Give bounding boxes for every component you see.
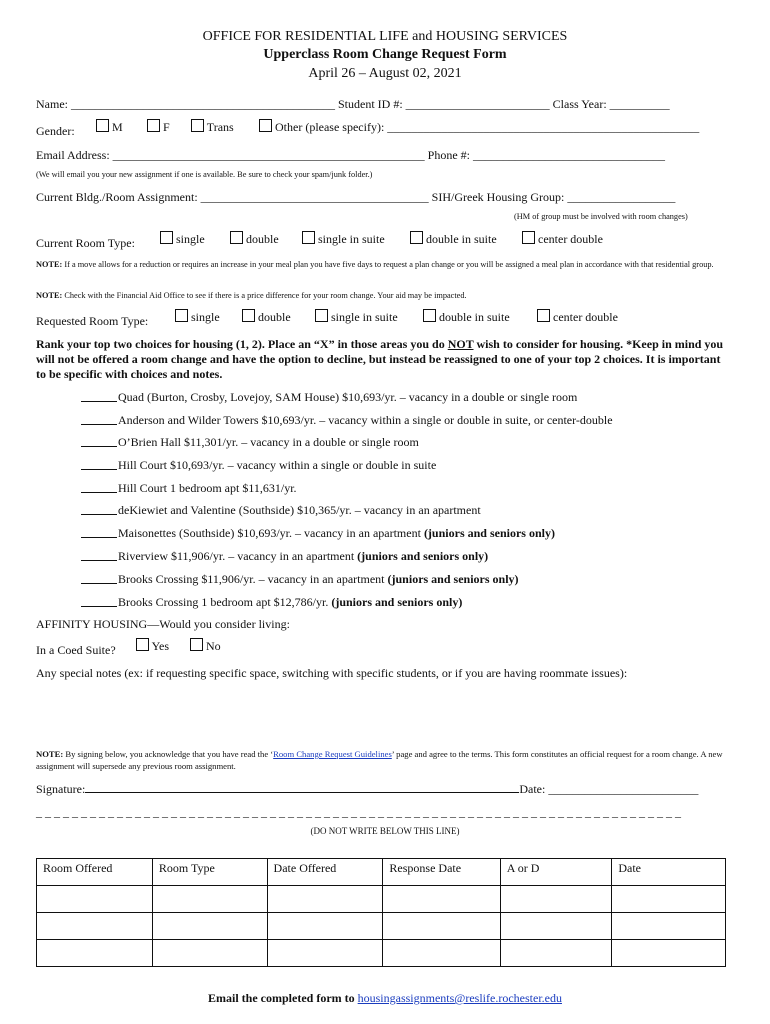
rank-option[interactable] <box>81 572 519 587</box>
coed-no-option[interactable] <box>190 638 221 654</box>
rank-option-restriction: (juniors and seniors only) <box>387 572 519 586</box>
coed-no-label: No <box>206 639 221 653</box>
table-cell[interactable] <box>37 913 153 940</box>
rank-option-text: Brooks Crossing 1 bedroom apt $12,786/yr. <box>118 595 332 609</box>
requested-double-suite-checkbox[interactable] <box>423 309 436 322</box>
rank-option-restriction: (juniors and seniors only) <box>357 549 489 563</box>
rank-blank[interactable] <box>81 390 117 402</box>
table-cell[interactable] <box>267 886 383 913</box>
current-double-option[interactable] <box>230 231 279 247</box>
current-center-double-checkbox[interactable] <box>522 231 535 244</box>
meal-note-text: If a move allows for a reduction or requires an increase in your meal plan you have five days to request a plan change or you will be assigned a meal plan in accordance with that residential group. <box>62 260 714 269</box>
coed-no-checkbox[interactable] <box>190 638 203 651</box>
table-cell[interactable] <box>267 913 383 940</box>
requested-double-suite-option[interactable] <box>423 309 510 325</box>
meal-note-bold: NOTE: <box>36 260 63 269</box>
rank-blank[interactable] <box>81 458 117 470</box>
table-cell[interactable] <box>612 940 726 967</box>
requested-double-option[interactable] <box>242 309 291 325</box>
gender-trans-label: Trans <box>206 120 234 134</box>
rank-option[interactable] <box>81 435 419 450</box>
requested-single-suite-option[interactable] <box>315 309 398 325</box>
form-title: Upperclass Room Change Request Form <box>263 47 507 62</box>
table-cell[interactable] <box>383 886 500 913</box>
current-single-suite-checkbox[interactable] <box>302 231 315 244</box>
rank-option[interactable] <box>81 595 462 610</box>
current-single-suite-option[interactable] <box>302 231 385 247</box>
ranking-instructions <box>36 337 726 382</box>
rank-blank[interactable] <box>81 549 117 561</box>
financial-aid-note <box>36 291 467 300</box>
cut-divider: _ _ _ _ _ _ _ _ _ _ _ _ _ _ _ _ _ _ _ _ _ _ _ _ _ _ _ _ _ _ _ _ _ _ _ _ _ _ _ _ _ _ _ _ _ _ _ _ _ _ _ _ _ _ _ _ _ _ _ _ _ _ _ _ _ _ _ _ _ _ _ _ <box>36 805 681 819</box>
current-double-suite-option[interactable] <box>410 231 497 247</box>
current-double-label: double <box>246 232 279 246</box>
aid-note-bold: NOTE: <box>36 291 63 300</box>
sign-note-pre: By signing below, you acknowledge that you have read the ‘ <box>63 749 274 759</box>
requested-room-type-label: Requested Room Type: <box>36 314 149 328</box>
rank-blank[interactable] <box>81 572 117 584</box>
table-cell[interactable] <box>612 913 726 940</box>
gender-other-checkbox[interactable] <box>259 119 272 132</box>
table-cell[interactable] <box>500 940 612 967</box>
table-row <box>37 886 726 913</box>
current-single-checkbox[interactable] <box>160 231 173 244</box>
col-response-date: Response Date <box>383 859 500 886</box>
requested-double-checkbox[interactable] <box>242 309 255 322</box>
meal-plan-note <box>36 259 728 271</box>
rank-blank[interactable] <box>81 413 117 425</box>
current-double-suite-label: double in suite <box>426 232 497 246</box>
rank-option-text: Hill Court 1 bedroom apt $11,631/yr. <box>118 481 297 495</box>
col-room-offered: Room Offered <box>37 859 153 886</box>
aid-note-text: Check with the Financial Aid Office to see if there is a price difference for your room change. Your aid may be impacted. <box>62 291 467 300</box>
table-cell[interactable] <box>500 886 612 913</box>
rank-option-text: Quad (Burton, Crosby, Lovejoy, SAM House) $10,693/yr. – vacancy in a double or single room <box>118 390 578 404</box>
rank-option[interactable] <box>81 413 613 428</box>
requested-single-option[interactable] <box>175 309 220 325</box>
requested-double-suite-label: double in suite <box>439 310 510 324</box>
signature-line[interactable] <box>36 781 698 797</box>
special-notes-label: Any special notes (ex: if requesting specific space, switching with specific students, or if you are having roommate issues): <box>36 666 628 680</box>
gender-m-checkbox[interactable] <box>96 119 109 132</box>
table-row <box>37 940 726 967</box>
office-use-table <box>36 858 726 967</box>
special-notes-area[interactable] <box>36 685 726 741</box>
rank-blank[interactable] <box>81 595 117 607</box>
gender-trans-checkbox[interactable] <box>191 119 204 132</box>
rank-option-text: O’Brien Hall $11,301/yr. – vacancy in a double or single room <box>118 435 419 449</box>
rank-option-text: Brooks Crossing $11,906/yr. – vacancy in an apartment <box>118 572 388 586</box>
email-phone-line[interactable]: Email Address: ____________________________________________________ Phone #: ________________________________ <box>36 148 665 162</box>
rank-intro-part1: Rank your top two choices for housing (1, 2). Place an “X” in those areas you do <box>36 337 448 351</box>
table-cell[interactable] <box>500 913 612 940</box>
table-header-row <box>37 859 726 886</box>
rank-option[interactable] <box>81 458 436 473</box>
current-double-suite-checkbox[interactable] <box>410 231 423 244</box>
rank-blank[interactable] <box>81 526 117 538</box>
requested-center-double-option[interactable] <box>537 309 618 325</box>
rank-option-text: Hill Court $10,693/yr. – vacancy within a single or double in suite <box>118 458 437 472</box>
gender-other-option[interactable] <box>259 119 699 135</box>
table-cell[interactable] <box>267 940 383 967</box>
current-center-double-label: center double <box>538 232 603 246</box>
table-cell[interactable] <box>612 886 726 913</box>
requested-single-suite-label: single in suite <box>331 310 398 324</box>
current-double-checkbox[interactable] <box>230 231 243 244</box>
rank-option[interactable] <box>81 526 555 541</box>
table-cell[interactable] <box>37 940 153 967</box>
rank-blank[interactable] <box>81 435 117 447</box>
gender-m-label: M <box>112 120 123 134</box>
current-single-suite-label: single in suite <box>318 232 385 246</box>
rank-option-text: Maisonettes (Southside) $10,693/yr. – vacancy in an apartment <box>118 526 424 540</box>
requested-single-label: single <box>191 310 220 324</box>
requested-single-suite-checkbox[interactable] <box>315 309 328 322</box>
requested-center-double-checkbox[interactable] <box>537 309 550 322</box>
requested-single-checkbox[interactable] <box>175 309 188 322</box>
signature-note <box>36 748 726 772</box>
table-cell[interactable] <box>152 886 267 913</box>
rank-option[interactable] <box>81 549 488 564</box>
current-building-line[interactable]: Current Bldg./Room Assignment: ______________________________________ SIH/Greek Housing Group: __________________ <box>36 190 676 204</box>
table-cell[interactable] <box>383 940 500 967</box>
signature-label: Signature: <box>36 782 86 796</box>
name-id-year-line[interactable]: Name: ____________________________________________ Student ID #: ________________________ Class Year: __________ <box>36 97 670 111</box>
current-single-label: single <box>176 232 205 246</box>
date-label[interactable]: Date: _________________________ <box>519 782 699 796</box>
rank-option-text: Riverview $11,906/yr. – vacancy in an apartment <box>118 549 358 563</box>
table-cell[interactable] <box>383 913 500 940</box>
rank-option-text: deKiewiet and Valentine (Southside) $10,365/yr. – vacancy in an apartment <box>118 503 481 517</box>
rank-option-restriction: (juniors and seniors only) <box>331 595 463 609</box>
footer-text: Email the completed form to <box>208 991 358 1005</box>
coed-yes-label: Yes <box>151 639 170 653</box>
col-a-or-d: A or D <box>500 859 612 886</box>
rank-option[interactable] <box>81 390 577 405</box>
table-cell[interactable] <box>37 886 153 913</box>
hm-note: (HM of group must be involved with room changes) <box>514 212 688 221</box>
rank-intro-not: NOT <box>447 337 474 351</box>
sign-note-post: ’ page and agree to the terms. This form constitutes an official request for a room change. A new assignment will supersede any previous room assignment. <box>36 749 723 771</box>
current-room-type-label: Current Room Type: <box>36 236 135 250</box>
rank-option-restriction: (juniors and seniors only) <box>423 526 555 540</box>
gender-m-option[interactable] <box>96 119 123 135</box>
rank-option-text: Anderson and Wilder Towers $10,693/yr. – vacancy within a single or double in suite, or center-double <box>118 413 613 427</box>
col-date: Date <box>612 859 726 886</box>
table-row <box>37 913 726 940</box>
coed-suite-label: In a Coed Suite? <box>36 643 116 657</box>
guidelines-link[interactable]: Room Change Request Guidelines <box>273 749 392 759</box>
gender-f-checkbox[interactable] <box>147 119 160 132</box>
requested-double-label: double <box>258 310 291 324</box>
gender-label: Gender: <box>36 124 75 138</box>
affinity-housing-label: AFFINITY HOUSING—Would you consider living: <box>36 617 290 631</box>
requested-center-double-label: center double <box>553 310 618 324</box>
rank-blank[interactable] <box>81 481 117 493</box>
form-dates: April 26 – August 02, 2021 <box>308 66 462 81</box>
office-name: OFFICE FOR RESIDENTIAL LIFE and HOUSING SERVICES <box>202 29 568 44</box>
table-cell[interactable] <box>152 913 267 940</box>
coed-yes-option[interactable] <box>136 638 169 654</box>
do-not-write-note: (DO NOT WRITE BELOW THIS LINE) <box>310 826 460 836</box>
rank-option[interactable] <box>81 503 481 518</box>
coed-yes-checkbox[interactable] <box>136 638 149 651</box>
gender-f-option[interactable] <box>147 119 170 135</box>
current-center-double-option[interactable] <box>522 231 603 247</box>
gender-other-label: Other (please specify): ____________________________________________________ <box>275 120 700 134</box>
col-date-offered: Date Offered <box>267 859 383 886</box>
col-room-type: Room Type <box>152 859 267 886</box>
footer-email-link[interactable]: housingassignments@reslife.rochester.edu <box>357 991 562 1005</box>
sign-note-bold: NOTE: <box>36 749 64 759</box>
email-note: (We will email you your new assignment if one is available. Be sure to check your spam/junk folder.) <box>36 170 373 179</box>
rank-option[interactable] <box>81 481 297 496</box>
gender-f-label: F <box>163 120 170 134</box>
rank-blank[interactable] <box>81 503 117 515</box>
table-cell[interactable] <box>152 940 267 967</box>
footer <box>0 991 770 1006</box>
current-single-option[interactable] <box>160 231 205 247</box>
gender-trans-option[interactable] <box>191 119 234 135</box>
rank-intro-part2: wish to consider for housing. *Keep in mind you will not be offered a room change and have the option to decline, but instead be reassigned to one of your top 2 choices. It is important to be specific with choices and notes. <box>36 337 724 381</box>
signature-field[interactable] <box>85 781 519 793</box>
